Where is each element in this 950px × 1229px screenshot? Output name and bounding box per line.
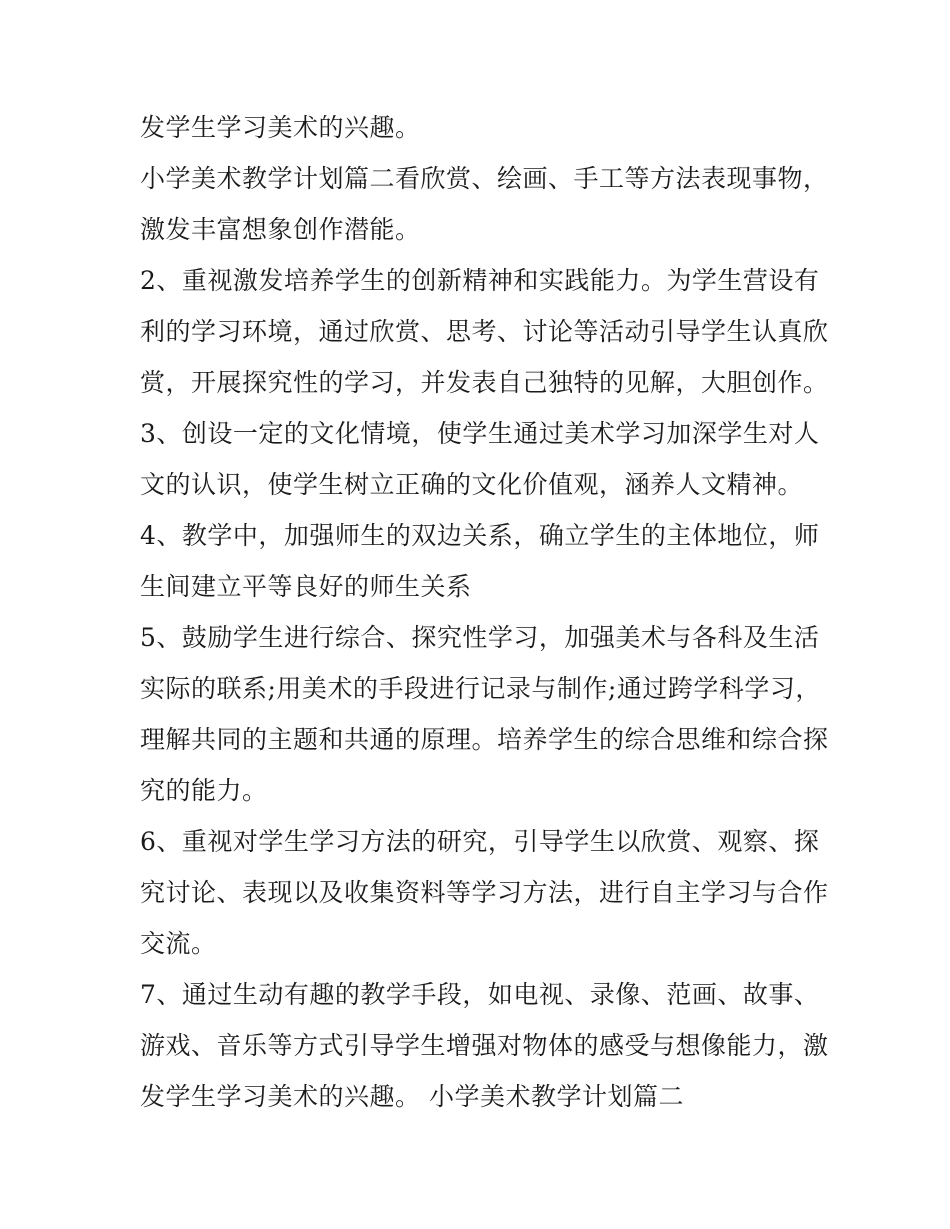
document-body <box>140 102 829 1122</box>
text-line: 3、创设一定的文化情境，使学生通过美术学习加深学生对人 <box>140 419 820 448</box>
text-line: 生间建立平等良好的师生关系 <box>140 572 472 601</box>
text-line: 文的认识，使学生树立正确的文化价值观，涵养人文精神。 <box>140 470 804 499</box>
text-line: 激发丰富想象创作潜能。 <box>140 215 421 244</box>
text-line: 究讨论、表现以及收集资料等学习方法，进行自主学习与合作 <box>140 878 829 907</box>
text-line: 7、通过生动有趣的教学手段，如电视、录像、范画、故事、 <box>140 980 820 1009</box>
text-line: 4、教学中，加强师生的双边关系，确立学生的主体地位，师 <box>140 521 820 550</box>
text-line: 发学生学习美术的兴趣。 <box>140 113 421 142</box>
text-line: 5、鼓励学生进行综合、探究性学习，加强美术与各科及生活 <box>140 623 820 652</box>
text-line: 赏，开展探究性的学习，并发表自己独特的见解，大胆创作。 <box>140 368 829 397</box>
text-line: 游戏、音乐等方式引导学生增强对物体的感受与想像能力，激 <box>140 1031 829 1060</box>
text-line: 2、重视激发培养学生的创新精神和实践能力。为学生营设有 <box>140 266 820 295</box>
text-line: 发学生学习美术的兴趣。 小学美术教学计划篇二 <box>140 1082 684 1111</box>
text-line: 究的能力。 <box>140 776 268 805</box>
text-line: 实际的联系;用美术的手段进行记录与制作;通过跨学科学习， <box>140 674 821 703</box>
text-line: 理解共同的主题和共通的原理。培养学生的综合思维和综合探 <box>140 725 829 754</box>
text-line: 利的学习环境，通过欣赏、思考、讨论等活动引导学生认真欣 <box>140 317 829 346</box>
text-line: 6、重视对学生学习方法的研究，引导学生以欣赏、观察、探 <box>140 827 820 856</box>
text-line: 交流。 <box>140 929 217 958</box>
text-line: 小学美术教学计划篇二看欣赏、绘画、手工等方法表现事物， <box>140 164 829 193</box>
